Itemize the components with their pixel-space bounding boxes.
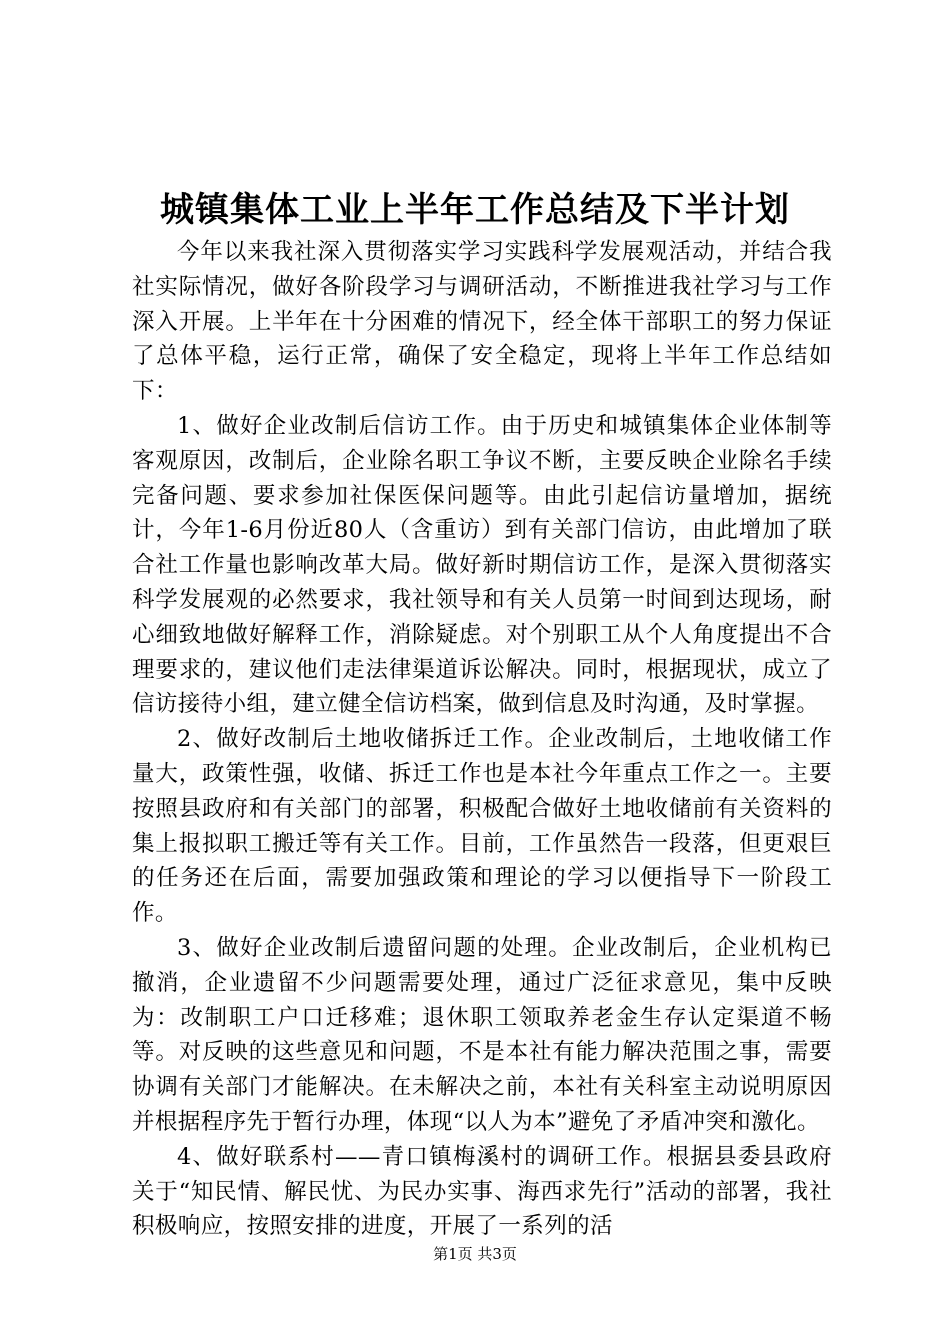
paragraph-item-1: 1、做好企业改制后信访工作。由于历史和城镇集体企业体制等客观原因，改制后，企业除名职工争议不断，主要反映企业除名手续完备问题、要求参加社保医保问题等。由此引起信访量增加，据统计，今年1-6月份近80人（含重访）到有关部门信访，由此增加了联合社工作量也影响改革大局。做好新时期信访工作，是深入贯彻落实科学发展观的必然要求，我社领导和有关人员第一时间到达现场，耐心细致地做好解释工作，消除疑虑。对个别职工从个人角度提出不合理要求的，建议他们走法律渠道诉讼解决。同时，根据现状，成立了信访接待小组，建立健全信访档案，做到信息及时沟通，及时掌握。 (132, 412, 832, 718)
paragraph-item-2: 2、做好改制后土地收储拆迁工作。企业改制后，土地收储工作量大，政策性强，收储、拆迁工作也是本社今年重点工作之一。主要按照县政府和有关部门的部署，积极配合做好土地收储前有关资料的集上报拟职工搬迁等有关工作。目前，工作虽然告一段落，但更艰巨的任务还在后面，需要加强政策和理论的学习以便指导下一阶段工作。 (132, 726, 832, 927)
document-body (132, 235, 832, 1244)
paragraph-item-4: 4、做好联系村——青口镇梅溪村的调研工作。根据县委县政府关于“知民情、解民忧、为民办实事、海西求先行”活动的部署，我社积极响应，按照安排的进度，开展了一系列的活 (132, 1143, 832, 1240)
document-title: 城镇集体工业上半年工作总结及下半计划 (160, 190, 790, 230)
intro-paragraph: 今年以来我社深入贯彻落实学习实践科学发展观活动，并结合我社实际情况，做好各阶段学习与调研活动，不断推进我社学习与工作深入开展。上半年在十分困难的情况下，经全体干部职工的努力保证了总体平稳，运行正常，确保了安全稳定，现将上半年工作总结如下： (132, 239, 832, 405)
paragraph-item-3: 3、做好企业改制后遗留问题的处理。企业改制后，企业机构已撤消，企业遗留不少问题需要处理，通过广泛征求意见，集中反映为：改制职工户口迁移难；退休职工领取养老金生存认定渠道不畅等。对反映的这些意见和问题，不是本社有能力解决范围之事，需要协调有关部门才能解决。在未解决之前，本社有关科室主动说明原因并根据程序先于暂行办理，体现“以人为本”避免了矛盾冲突和激化。 (132, 934, 832, 1135)
page-number-footer: 第1页 共3页 (433, 1245, 517, 1263)
